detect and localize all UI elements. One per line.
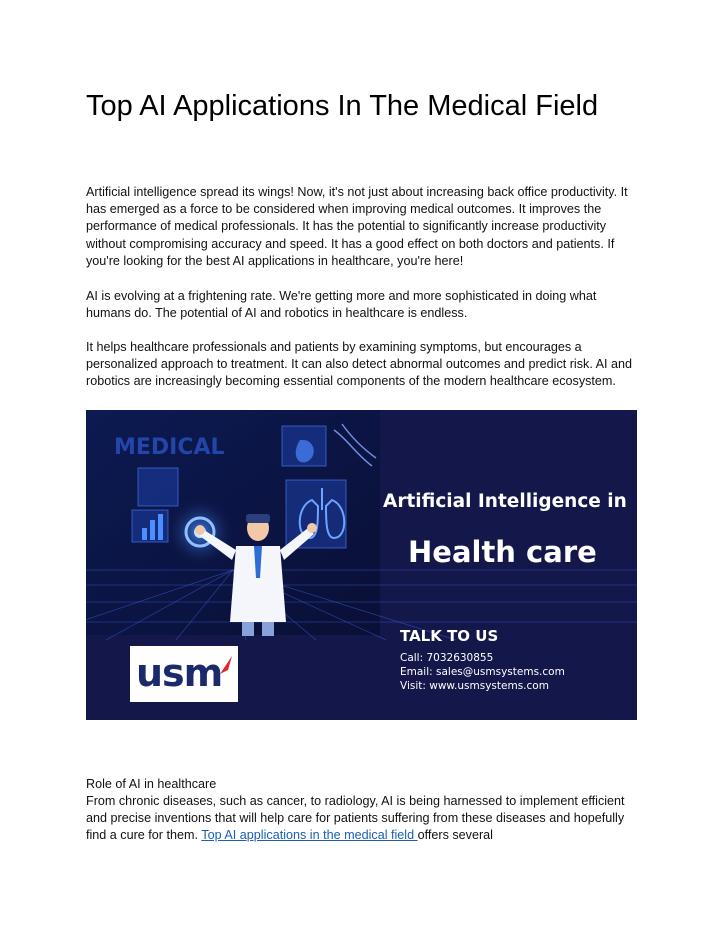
role-paragraph-tail: offers several bbox=[417, 828, 493, 843]
intro-paragraph: Artificial intelligence spread its wings! Now, it's not just about increasing back office productivity. It has emerged as a force to be considered when improving medical outcomes. It improves the performance of medical professionals. It has the potential to significantly increase productivity without compromising accuracy and speed. It has a good effect on both doctors and patients. If you're looking for the best AI applications in healthcare, you're here! bbox=[86, 185, 628, 268]
role-paragraph-text: From chronic diseases, such as cancer, to radiology, AI is being harnessed to implement efficient and precise inventions that will help care for patients suffering from these diseases and hopefully find a cure for them. bbox=[86, 794, 625, 843]
evolution-paragraph: AI is evolving at a frightening rate. We're getting more and more sophisticated in doing what humans do. The potential of AI and robotics in healthcare is endless. bbox=[86, 289, 597, 321]
contact-visit: Visit: www.usmsystems.com bbox=[400, 680, 549, 692]
role-paragraph bbox=[86, 793, 642, 845]
background-medical-text: MEDICAL bbox=[114, 435, 225, 460]
contact-email: Email: sales@usmsystems.com bbox=[400, 666, 565, 678]
banner-headline-line2: Health care bbox=[408, 535, 597, 569]
helps-paragraph: It helps healthcare professionals and patients by examining symptoms, but encourages a personalized approach to treatment. It can also detect abnormal outcomes and predict risk. AI and robotics are increasingly becoming essential components of the modern healthcare ecosystem. bbox=[86, 340, 633, 389]
contact-call: Call: 7032630855 bbox=[400, 652, 494, 664]
banner-headline-line1: Artificial Intelligence in bbox=[383, 491, 627, 512]
document-title: Top AI Applications In The Medical Field bbox=[86, 90, 599, 122]
medical-field-link[interactable]: Top AI applications in the medical field bbox=[201, 828, 418, 843]
usm-logo-text: usm bbox=[136, 651, 223, 695]
logo-checkmark-icon bbox=[218, 654, 234, 676]
section-heading: Role of AI in healthcare bbox=[86, 777, 217, 791]
cta-heading: TALK TO US bbox=[400, 627, 499, 645]
usm-logo bbox=[130, 646, 238, 702]
ai-healthcare-banner bbox=[86, 410, 637, 720]
